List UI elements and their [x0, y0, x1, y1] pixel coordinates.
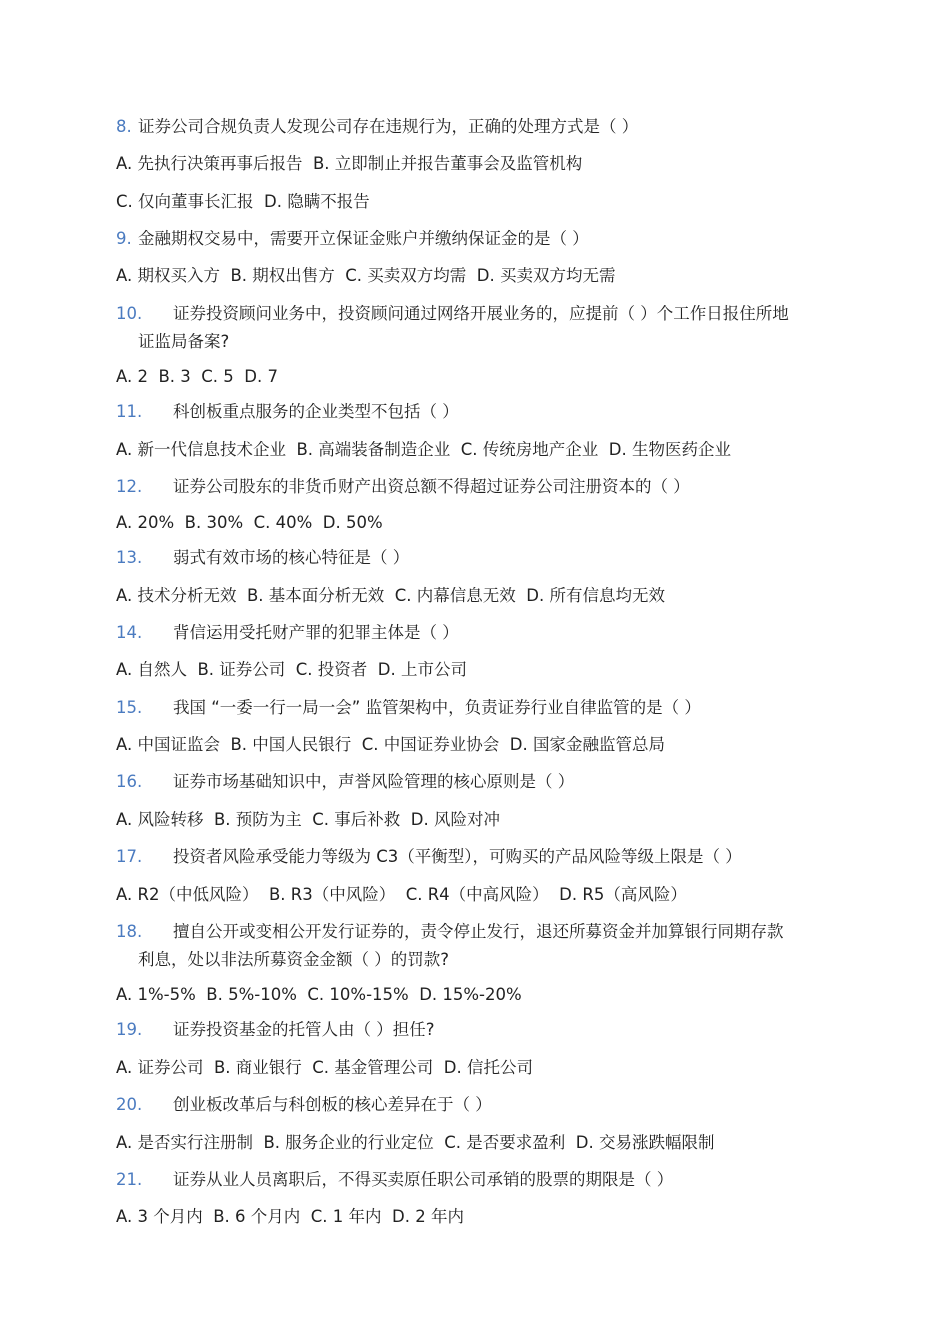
question-number: 14. [116, 623, 143, 642]
question-number: 20. [116, 1095, 143, 1114]
question-text: 我国 “一委一行一局一会” 监管架构中，负责证券行业自律监管的是（ ） [173, 698, 701, 717]
question-15 [116, 694, 846, 722]
question-11 [116, 398, 846, 426]
question-number: 16. [116, 772, 143, 791]
question-text: 投资者风险承受能力等级为 C3（平衡型），可购买的产品风险等级上限是（ ） [173, 847, 742, 866]
question-17 [116, 843, 846, 871]
question-number: 18. [116, 922, 143, 941]
question-text: 背信运用受托财产罪的犯罪主体是（ ） [173, 623, 459, 642]
question-text: 弱式有效市场的核心特征是（ ） [173, 548, 410, 567]
question-options: A. 证券公司 B. 商业银行 C. 基金管理公司 D. 信托公司 [116, 1058, 533, 1077]
question-text: 科创板重点服务的企业类型不包括（ ） [173, 402, 459, 421]
question-options: A. 20% B. 30% C. 40% D. 50% [116, 513, 383, 532]
question-text: 证券投资基金的托管人由（ ）担任? [173, 1020, 435, 1039]
question-options: A. 期权买入方 B. 期权出售方 C. 买卖双方均需 D. 买卖双方均无需 [116, 266, 616, 285]
question-text-continued: 证监局备案? [138, 332, 230, 351]
question-text: 证券公司合规负责人发现公司存在违规行为，正确的处理方式是（ ） [138, 117, 639, 136]
question-number: 9. [116, 229, 132, 248]
question-options: A. R2（中低风险） B. R3（中风险） C. R4（中高风险） D. R5（高风险） [116, 885, 687, 904]
question-options: A. 2 B. 3 C. 5 D. 7 [116, 367, 278, 386]
question-options: A. 技术分析无效 B. 基本面分析无效 C. 内幕信息无效 D. 所有信息均无效 [116, 586, 665, 605]
question-21 [116, 1166, 846, 1194]
question-options: C. 仅向董事长汇报 D. 隐瞒不报告 [116, 192, 370, 211]
question-options: A. 是否实行注册制 B. 服务企业的行业定位 C. 是否要求盈利 D. 交易涨跌幅限制 [116, 1133, 715, 1152]
question-options: A. 风险转移 B. 预防为主 C. 事后补救 D. 风险对冲 [116, 810, 500, 829]
question-options: A. 中国证监会 B. 中国人民银行 C. 中国证券业协会 D. 国家金融监管总局 [116, 735, 665, 754]
question-number: 19. [116, 1020, 143, 1039]
question-text: 擅自公开或变相公开发行证券的，责令停止发行，退还所募资金并加算银行同期存款 [173, 922, 784, 941]
question-16 [116, 768, 846, 796]
question-text: 金融期权交易中，需要开立保证金账户并缴纳保证金的是（ ） [138, 229, 589, 248]
question-10 [116, 300, 846, 356]
question-options: A. 自然人 B. 证券公司 C. 投资者 D. 上市公司 [116, 660, 467, 679]
question-text: 证券从业人员离职后，不得买卖原任职公司承销的股票的期限是（ ） [173, 1170, 674, 1189]
question-number: 21. [116, 1170, 143, 1189]
question-14 [116, 619, 846, 647]
question-options: A. 先执行决策再事后报告 B. 立即制止并报告董事会及监管机构 [116, 154, 583, 173]
question-number: 12. [116, 477, 143, 496]
question-text-continued: 利息，处以非法所募资金金额（ ）的罚款? [138, 950, 450, 969]
question-number: 17. [116, 847, 143, 866]
question-options: A. 3 个月内 B. 6 个月内 C. 1 年内 D. 2 年内 [116, 1207, 464, 1226]
question-text: 创业板改革后与科创板的核心差异在于（ ） [173, 1095, 492, 1114]
question-number: 13. [116, 548, 143, 567]
question-options: A. 新一代信息技术企业 B. 高端装备制造企业 C. 传统房地产企业 D. 生物医药企业 [116, 440, 731, 459]
question-number: 10. [116, 304, 143, 323]
question-options: A. 1%-5% B. 5%-10% C. 10%-15% D. 15%-20% [116, 985, 522, 1004]
question-18 [116, 918, 846, 974]
question-19 [116, 1016, 846, 1044]
question-number: 15. [116, 698, 143, 717]
question-13 [116, 544, 846, 572]
question-8 [116, 113, 846, 141]
question-20 [116, 1091, 846, 1119]
question-number: 11. [116, 402, 143, 421]
question-text: 证券市场基础知识中，声誉风险管理的核心原则是（ ） [173, 772, 575, 791]
question-12 [116, 473, 846, 501]
question-number: 8. [116, 117, 132, 136]
question-9 [116, 225, 846, 253]
question-text: 证券投资顾问业务中，投资顾问通过网络开展业务的，应提前（ ）个工作日报住所地 [173, 304, 789, 323]
question-text: 证券公司股东的非货币财产出资总额不得超过证券公司注册资本的（ ） [173, 477, 690, 496]
